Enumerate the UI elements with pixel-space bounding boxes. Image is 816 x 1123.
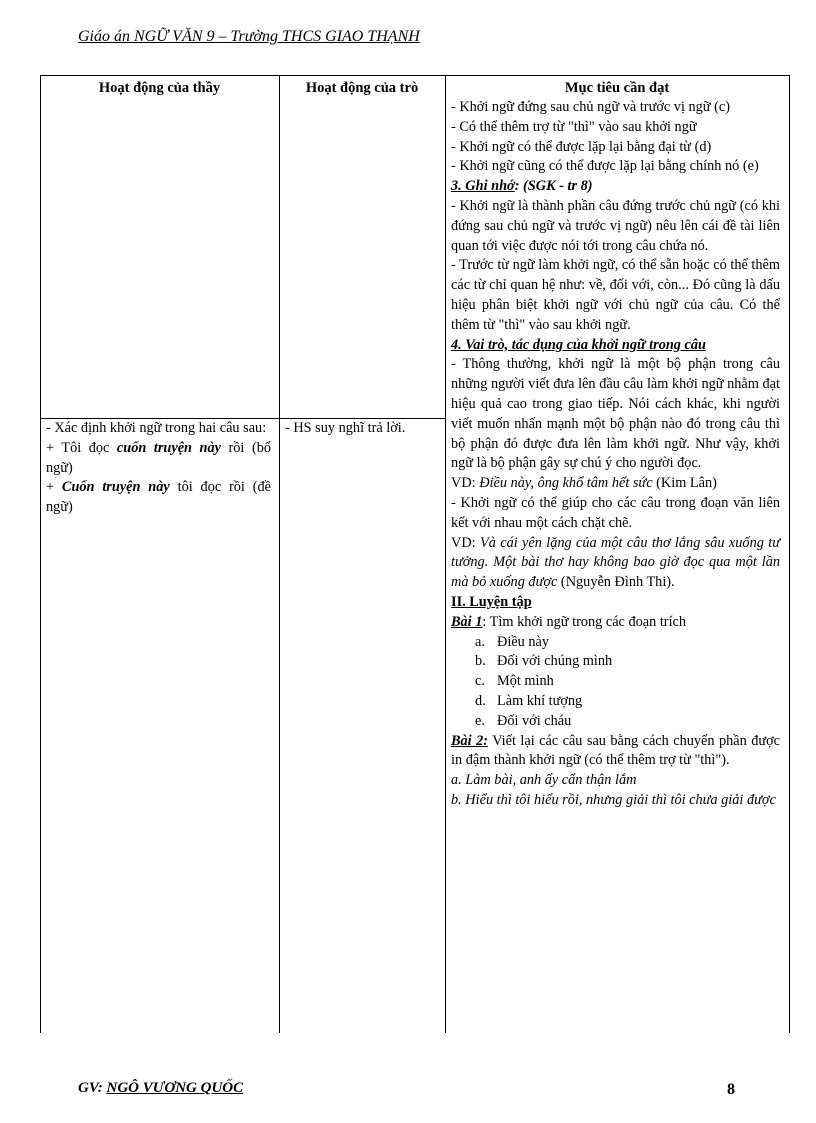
- lesson-table: [40, 75, 790, 1033]
- objective-p1: - Khởi ngữ đứng sau chủ ngữ và trước vị ngữ (c): [451, 99, 730, 115]
- answer-item: d. Làm khí tượng: [475, 692, 583, 709]
- header-student: Hoạt động của trò: [305, 80, 419, 96]
- teacher-activity: [46, 419, 271, 518]
- objective-p4: - Khởi ngữ cũng có thể được lặp lại bằng chính nó (e): [451, 158, 759, 175]
- page-number: 8: [727, 1081, 735, 1098]
- exercise-2-b: b. Hiểu thì tôi hiểu rồi, nhưng giải thì tôi chưa giải được: [451, 791, 776, 808]
- page-header: Giáo án NGỮ VĂN 9 – Trường THCS GIAO THẠNH: [78, 28, 420, 45]
- table-border-left: [40, 76, 41, 1033]
- table-border-right: [789, 76, 790, 1033]
- exercise-1: Bài 1: Tìm khởi ngữ trong các đoạn trích: [451, 613, 687, 630]
- teacher-example-1: + Tôi đọc cuốn truyện này rồi (bổ ngữ): [46, 439, 272, 476]
- objective-p7: - Thông thường, khởi ngữ là một bộ phận trong câu những người viết đưa lên đầu câu làm khởi ngữ nhằm đạt hiệu quả cao trong giao tiếp. Nói cách khác, khi người viết muốn nhấn mạnh một bộ phận nào đó trong câu thì bộ phận đó được đưa lên làm khởi ngữ. Như vậy, khởi ngữ là bộ phận gây sự chú ý cho người đọc.: [451, 356, 780, 472]
- answer-item: a. Điều này: [475, 633, 550, 650]
- teacher-example-2: + Cuốn truyện này tôi đọc rồi (đề ngữ): [46, 479, 272, 516]
- answer-item: e. Đối với cháu: [475, 712, 572, 729]
- practice-heading: II. Luyện tập: [451, 593, 532, 610]
- section-3-heading: 3. Ghi nhớ: (SGK - tr 8): [451, 178, 593, 195]
- header-teacher: Hoạt động của thầy: [98, 80, 221, 96]
- table-divider-2: [445, 76, 446, 1033]
- section-4-heading: 4. Vai trò, tác dụng của khởi ngữ trong câu: [451, 336, 706, 353]
- answer-item: b. Đối với chúng mình: [475, 653, 613, 670]
- teacher-signature: GV: NGÔ VƯƠNG QUỐC: [78, 1080, 244, 1096]
- table-divider-1: [279, 76, 280, 1033]
- objective-p5: - Khởi ngữ là thành phần câu đứng trước chủ ngữ (có khi đứng sau chủ ngữ và trước vị ngữ) nêu lên cái đề tài liên quan tới việc được nói tới trong câu chứa nó.: [451, 197, 780, 254]
- objective-p2: - Có thể thêm trợ từ "thì" vào sau khởi ngữ: [451, 118, 697, 135]
- answer-item: c. Một mình: [475, 673, 554, 690]
- exercise-2: Bài 2: Viết lại các câu sau bằng cách chuyển phần được in đậm thành khởi ngữ (có thể thêm trợ từ "thì").: [451, 732, 780, 769]
- exercise-1-answers: [451, 633, 780, 732]
- teacher-intro: - Xác định khởi ngữ trong hai câu sau:: [46, 420, 267, 436]
- exercise-2-a: a. Làm bài, anh ấy cẩn thận lắm: [451, 772, 637, 789]
- objective-p8: - Khởi ngữ có thể giúp cho các câu trong đoạn văn liên kết với nhau một cách chặt chẽ.: [451, 494, 780, 531]
- objective-p6: - Trước từ ngữ làm khởi ngữ, có thể sẵn hoặc có thể thêm các từ chỉ quan hệ như: về, đối với, còn... Đó cũng là dấu hiệu phân biệt khởi ngữ với chủ ngữ của câu. Có thể thêm từ "thì" vào sau khởi ngữ.: [451, 257, 780, 333]
- example-1: VD: Điều này, ông khổ tâm hết sức (Kim Lân): [451, 475, 717, 492]
- example-2: VD: Và cái yên lặng của một câu thơ lắng sâu xuống tư tưởng. Một bài thơ hay không bao giờ đọc qua một lần mà bỏ xuống được (Nguyễn Đình Thi).: [451, 534, 780, 591]
- objective-p3: - Khởi ngữ có thể được lặp lại bằng đại từ (d): [451, 138, 712, 155]
- student-activity: - HS suy nghĩ trả lời.: [285, 420, 406, 436]
- objectives-content: [451, 98, 780, 811]
- header-objectives: Mục tiêu cần đạt: [564, 80, 670, 96]
